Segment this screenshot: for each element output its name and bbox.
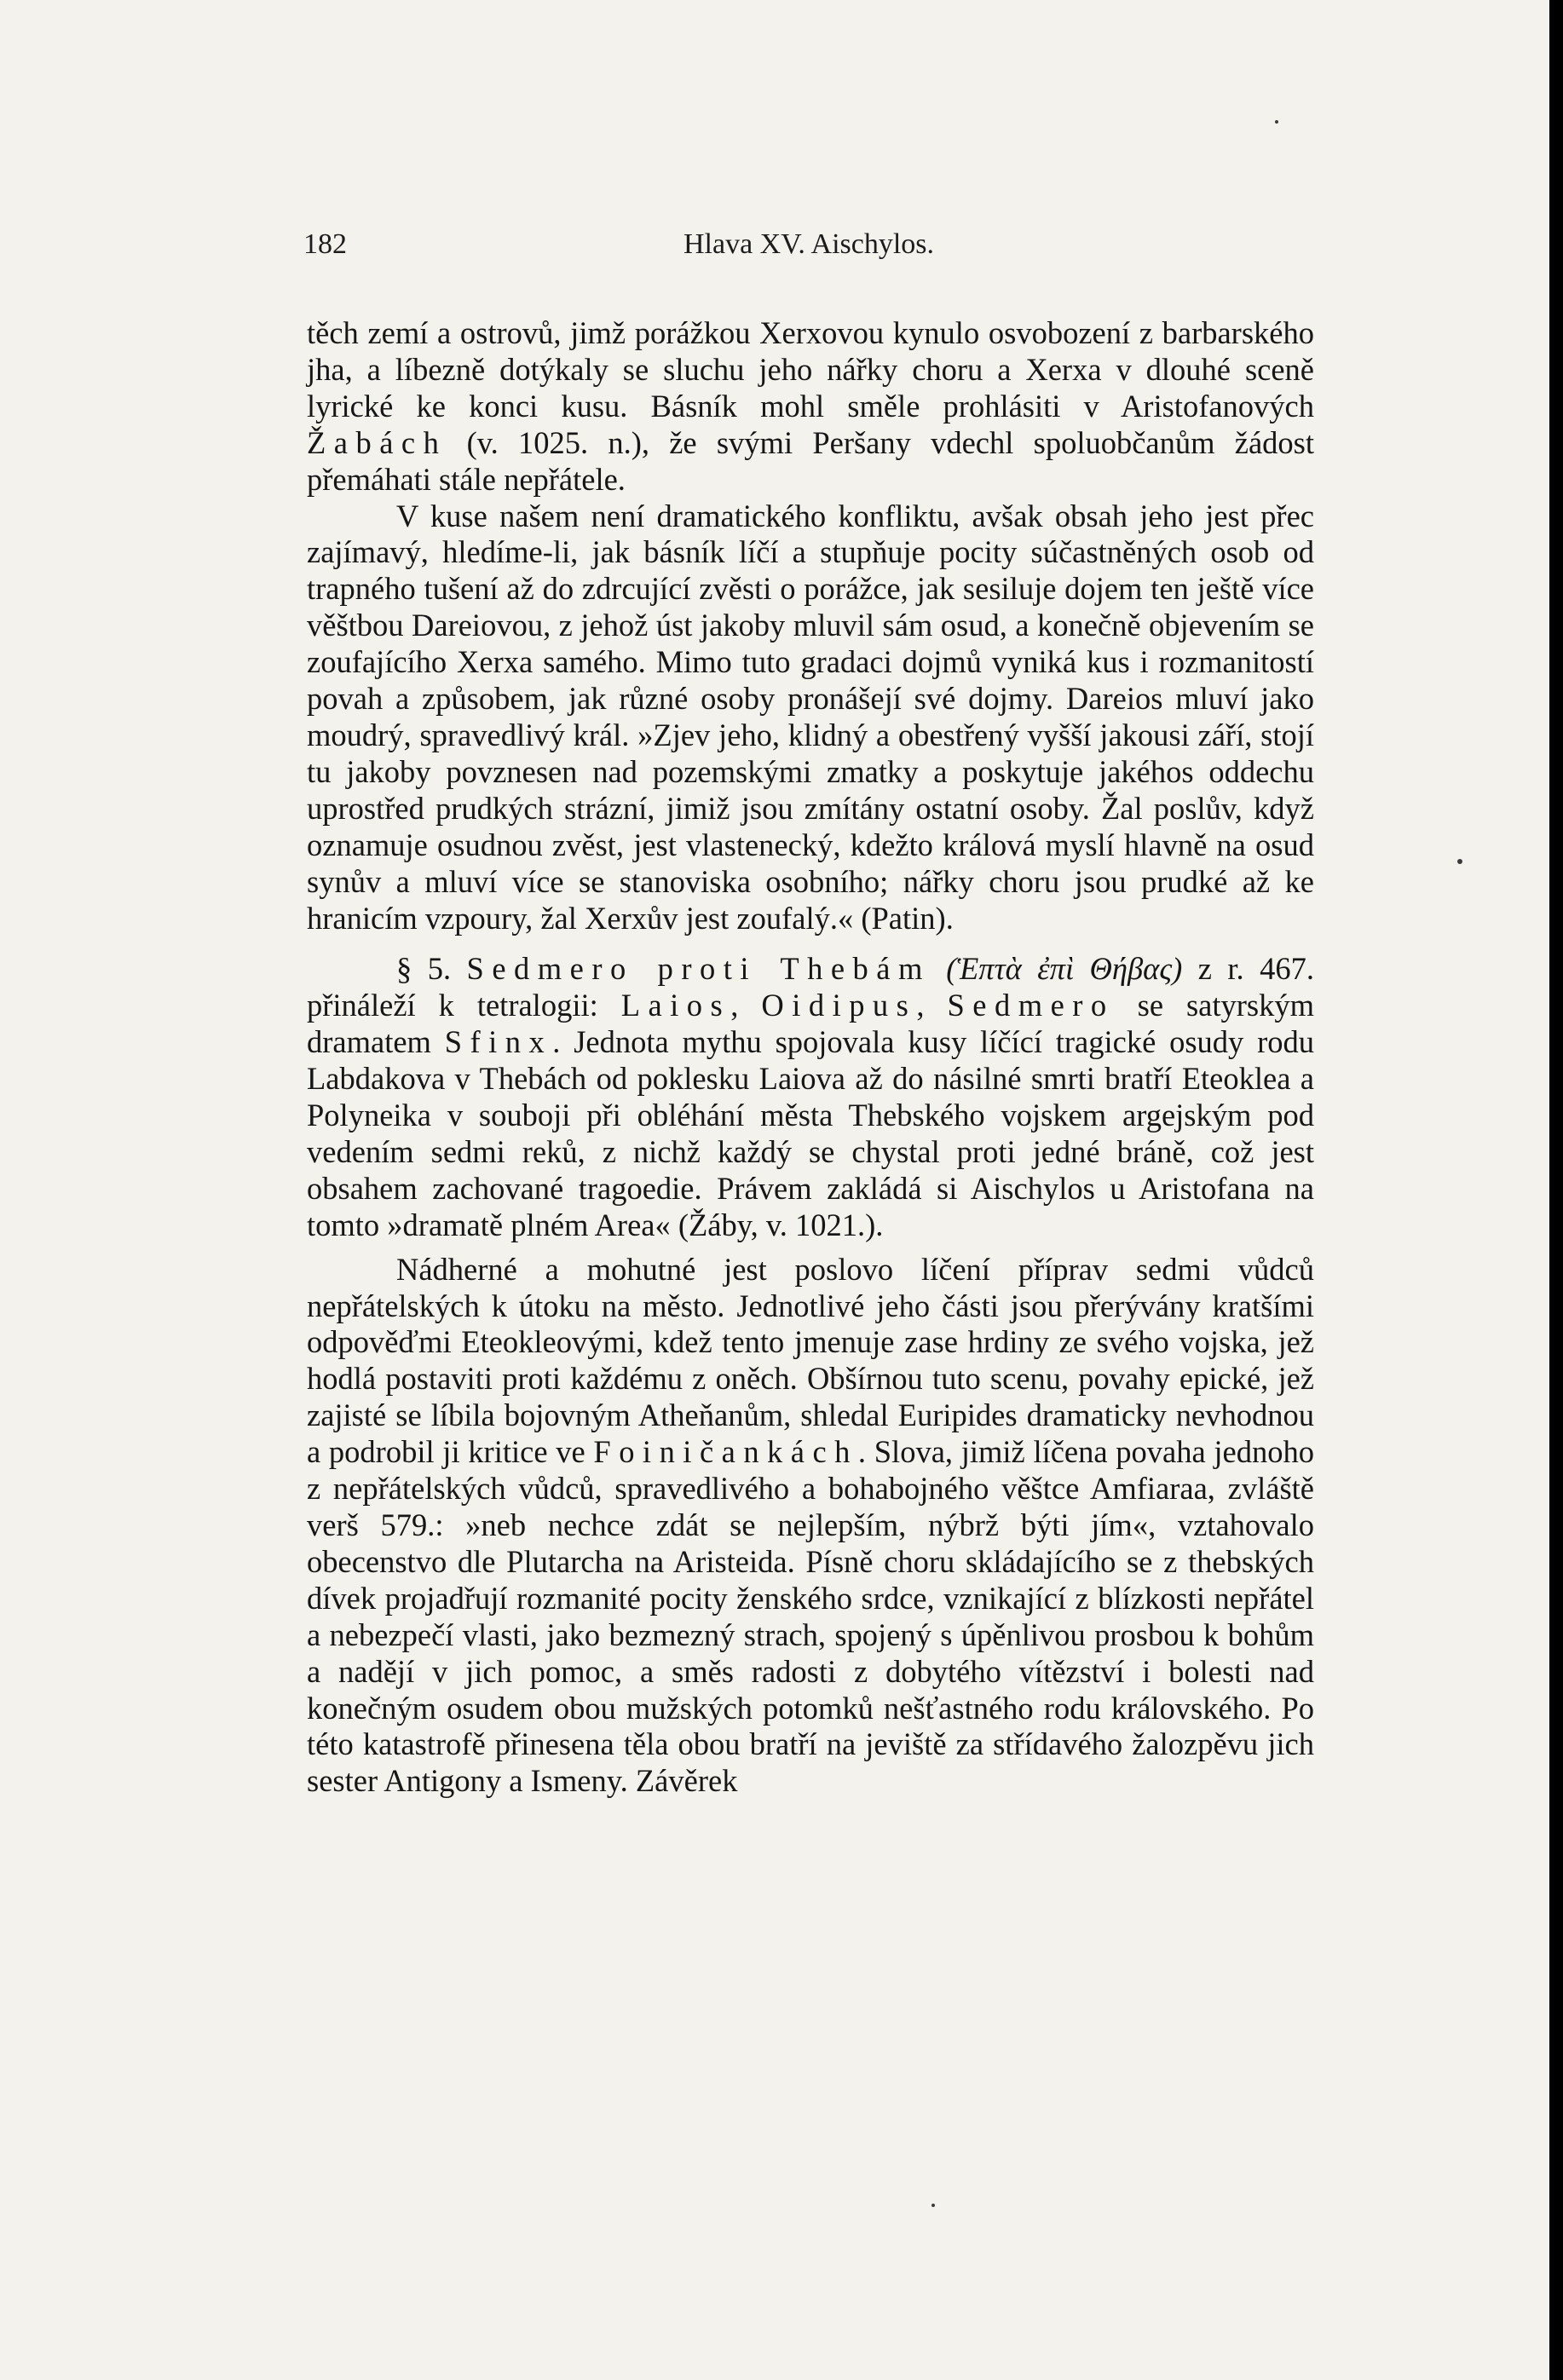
paragraph-text: z r. 467. přináleží k tetralogii: — [307, 951, 1315, 1023]
page-header — [303, 228, 1314, 271]
body-text — [307, 315, 1314, 1800]
paragraph-messenger — [307, 1252, 1314, 1801]
paragraph-text: těch zemí a ostrovů, jimž porážkou Xerxovou kynulo osvobození z barbarského jha, a líbezně dotýkaly se sluchu jeho nářky choru a Xerxa v dlouhé sceně lyrické ke konci kusu. Básník mohl směle prohlásiti v Aristofanových — [307, 315, 1314, 424]
scan-edge-shadow — [1549, 0, 1563, 2380]
running-title: Hlava XV. Aischylos. — [683, 228, 935, 260]
scan-speck — [1275, 120, 1278, 124]
emphasized-title-oidipus: Oidipus — [761, 988, 917, 1023]
paragraph-persians-end — [307, 315, 1314, 498]
emphasized-title-laios: Laios — [620, 988, 731, 1023]
paragraph-conflict: V kuse našem není dramatického konfliktu, avšak obsah jeho jest přec zajímavý, hledíme-li, jak básník líčí a stupňuje pocity súčastněných osob od trapného tušení až do zdrcující zvěsti o porážce, jak sesiluje dojem ten ještě více věštbou Dareiovou, z jehož úst jakoby mluvil sám osud, a konečně objevením se zoufajícího Xerxa samého. Mimo tuto gradaci dojmů vyniká kus i rozmanitostí povah a způsobem, jak různé osoby pronášejí své dojmy. Dareios mluví jako moudrý, spravedlivý král. »Zjev jeho, klidný a obestřený vyšší jakousi září, stojí tu jakoby povznesen nad pozemskými zmatky a poskytuje jakéhos oddechu uprostřed prudkých strázní, jimiž jsou zmítány ostatní osoby. Žal poslův, když oznamuje osudnou zvěst, jest vlastenecký, kdežto králová myslí hlavně na osud synův a mluví více se stanoviska osobního; nářky choru jsou prudké až ke hranicím vzpoury, žal Xerxův jest zoufalý.« (Patin). — [307, 498, 1314, 936]
emphasized-title-foinicankach: Foiničankách — [593, 1434, 858, 1470]
punctuation: , — [916, 988, 948, 1023]
scan-speck — [1457, 859, 1462, 864]
greek-title: (Ἑπτὰ ἐπὶ Θήβας) — [946, 951, 1183, 987]
paragraph-text: . Jednota mythu spojovala kusy líčící tragické osudy rodu Labdakova v Thebách od poklesku Laiova až do násilné smrti bratří Eteoklea a Polyneika v souboji při obléhání města Thebského vojskem argejským pod vedením sedmi reků, z nichž každý se chystal proti jedné bráně, což jest obsahem zachované tragoedie. Právem zakládá si Aischylos u Aristofana na tomto »dramatě plném Area« (Žáby, v. 1021.). — [307, 1024, 1314, 1242]
paragraph-text: Nádherné a mohutné jest poslovo líčení příprav sedmi vůdců nepřátelských k útoku na město. Jednotlivé jeho části jsou přerývány kratšími odpověďmi Eteokleovými, kdež tento jmenuje zase hrdiny ze svého vojska, jež hodlá postaviti proti každému z oněch. Obšírnou tuto scenu, povahy epické, jež zajisté se líbila bojovným Atheňanům, shledal Euripides dramaticky nevhodnou a podrobil ji kritice ve — [307, 1251, 1314, 1470]
emphasized-title-sfinx: Sfinx — [444, 1024, 553, 1060]
section-5-paragraph — [307, 951, 1314, 1243]
punctuation: , — [730, 988, 762, 1023]
paragraph-text: (v. 1025. n.), že svými Peršany vdechl spoluobčanům žádost přemáhati stále nepřátele. — [307, 424, 1314, 497]
paragraph-text: se satyrským dramatem — [307, 988, 1315, 1060]
emphasized-title-zaby: Žabách — [307, 424, 447, 460]
section-number: § 5. — [396, 951, 467, 987]
page-number: 182 — [303, 228, 347, 260]
scan-speck — [931, 2204, 935, 2207]
section-title: Sedmero proti Thebám — [466, 951, 931, 987]
paragraph-text: . Slova, jimiž líčena povaha jednoho z nepřátelských vůdců, spravedlivého a bohabojného věštce Amfiaraa, zvláště verš 579.: »neb nechce zdát se nejlepším, nýbrž býti jím«, vztahovalo obecenstvo dle Plutarcha na Aristeida. Písně choru skládajícího se z thebských dívek projadřují rozmanité pocity ženského srdce, vznikající z blízkosti nepřátel a nebezpečí vlasti, jako bezmezný strach, spojený s úpěnlivou prosbou k bohům a nadějí v jich pomoc, a směs radosti z dobytého vítězství i bolesti nad konečným osudem obou mužských potomků nešťastného rodu královského. Po této katastrofě přinesena těla obou bratří na jeviště za střídavého žalozpěvu jich sester Antigony a Ismeny. Závěrek — [307, 1434, 1314, 1799]
emphasized-title-sedmero: Sedmero — [947, 988, 1115, 1023]
